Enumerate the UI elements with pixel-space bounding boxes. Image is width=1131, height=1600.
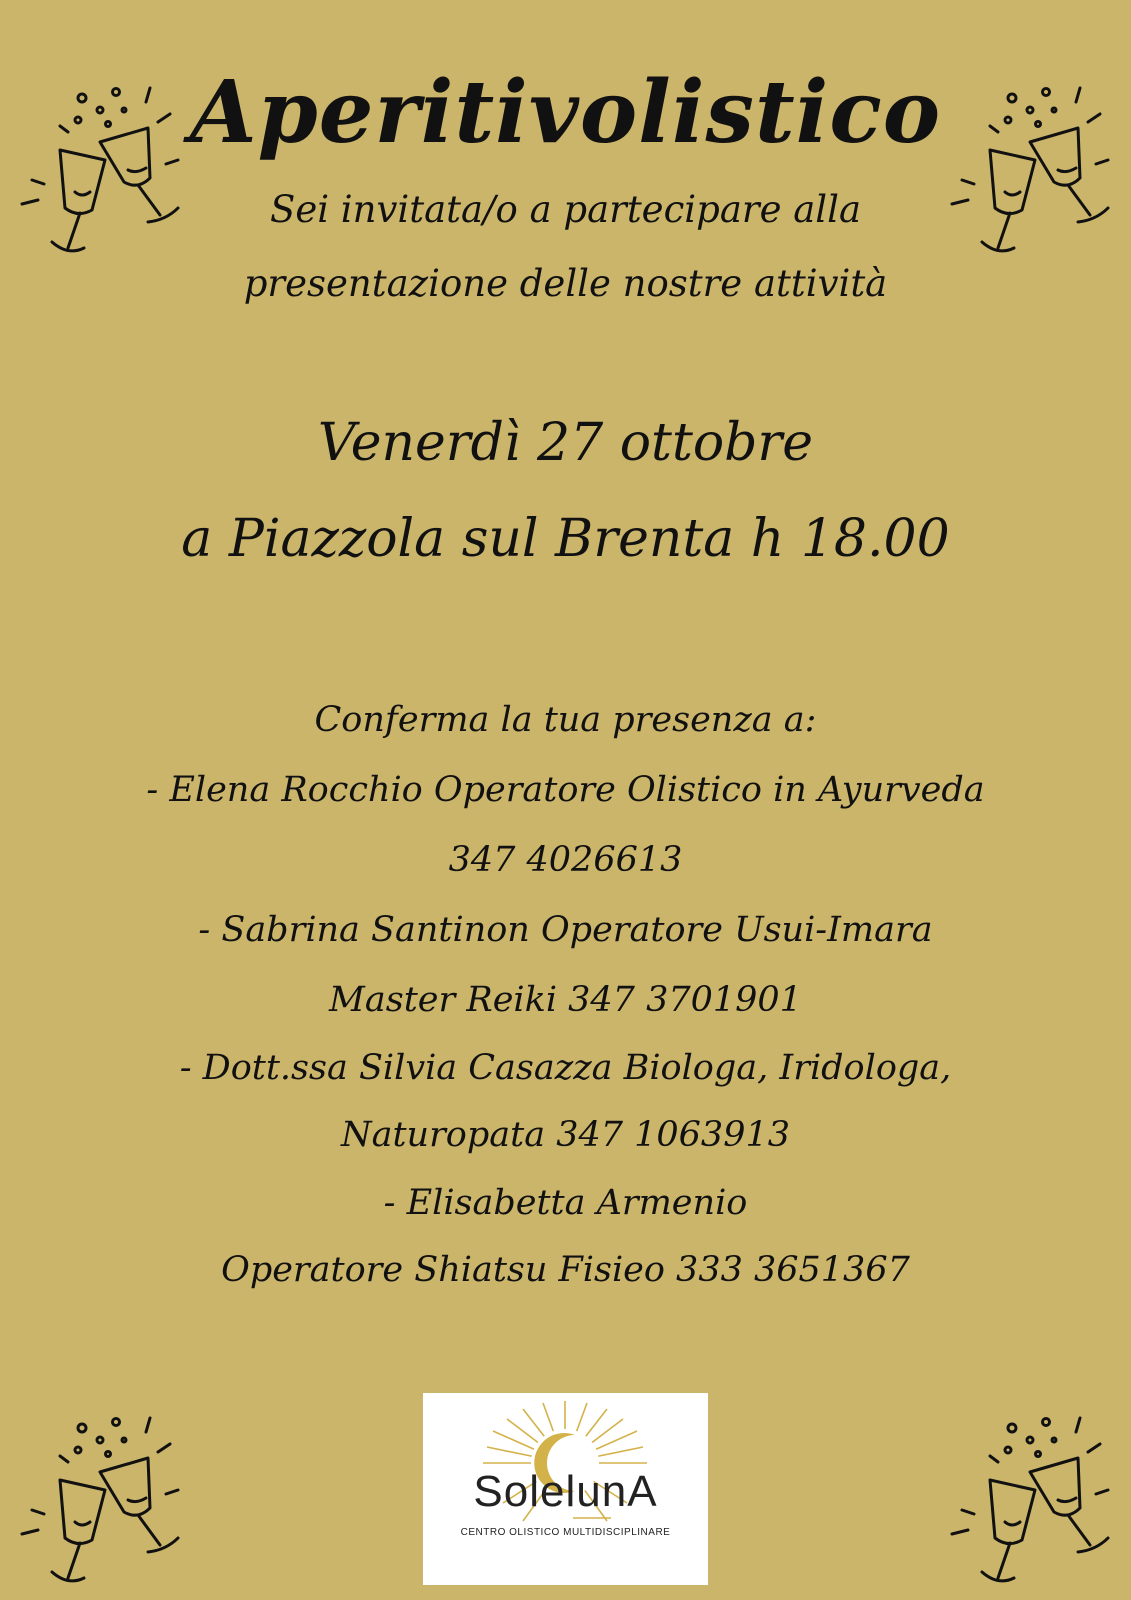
champagne-toast-icon: [950, 80, 1120, 260]
event-place-time: a Piazzola sul Brenta h 18.00: [181, 509, 950, 569]
subtitle-line-1: Sei invitata/o a partecipare alla: [269, 188, 862, 231]
contact-line: - Sabrina Santinon Operatore Usui-Imara: [198, 910, 933, 950]
contact-line: - Dott.ssa Silvia Casazza Biologa, Iridologa,: [179, 1048, 952, 1088]
logo-tagline: CENTRO OLISTICO MULTIDISCIPLINARE: [460, 1527, 671, 1538]
contact-line: - Elisabetta Armenio: [383, 1183, 748, 1223]
event-date: Venerdì 27 ottobre: [317, 413, 814, 473]
champagne-toast-icon: [20, 80, 190, 260]
contact-line: Master Reiki 347 3701901: [329, 980, 802, 1020]
contact-line: - Elena Rocchio Operatore Olistico in Ayurveda: [146, 770, 985, 810]
champagne-toast-icon: [950, 1410, 1120, 1590]
logo-name: SolelunA: [473, 1467, 658, 1516]
champagne-toast-icon: [20, 1410, 190, 1590]
contact-line: 347 4026613: [448, 840, 683, 880]
soleluna-logo: [423, 1393, 708, 1585]
subtitle-line-2: presentazione delle nostre attività: [243, 262, 888, 305]
contact-line: Operatore Shiatsu Fisieo 333 3651367: [221, 1250, 910, 1290]
contact-line: Naturopata 347 1063913: [340, 1115, 791, 1155]
confirm-intro: Conferma la tua presenza a:: [314, 700, 817, 740]
title: Aperitivolistico: [189, 62, 942, 163]
